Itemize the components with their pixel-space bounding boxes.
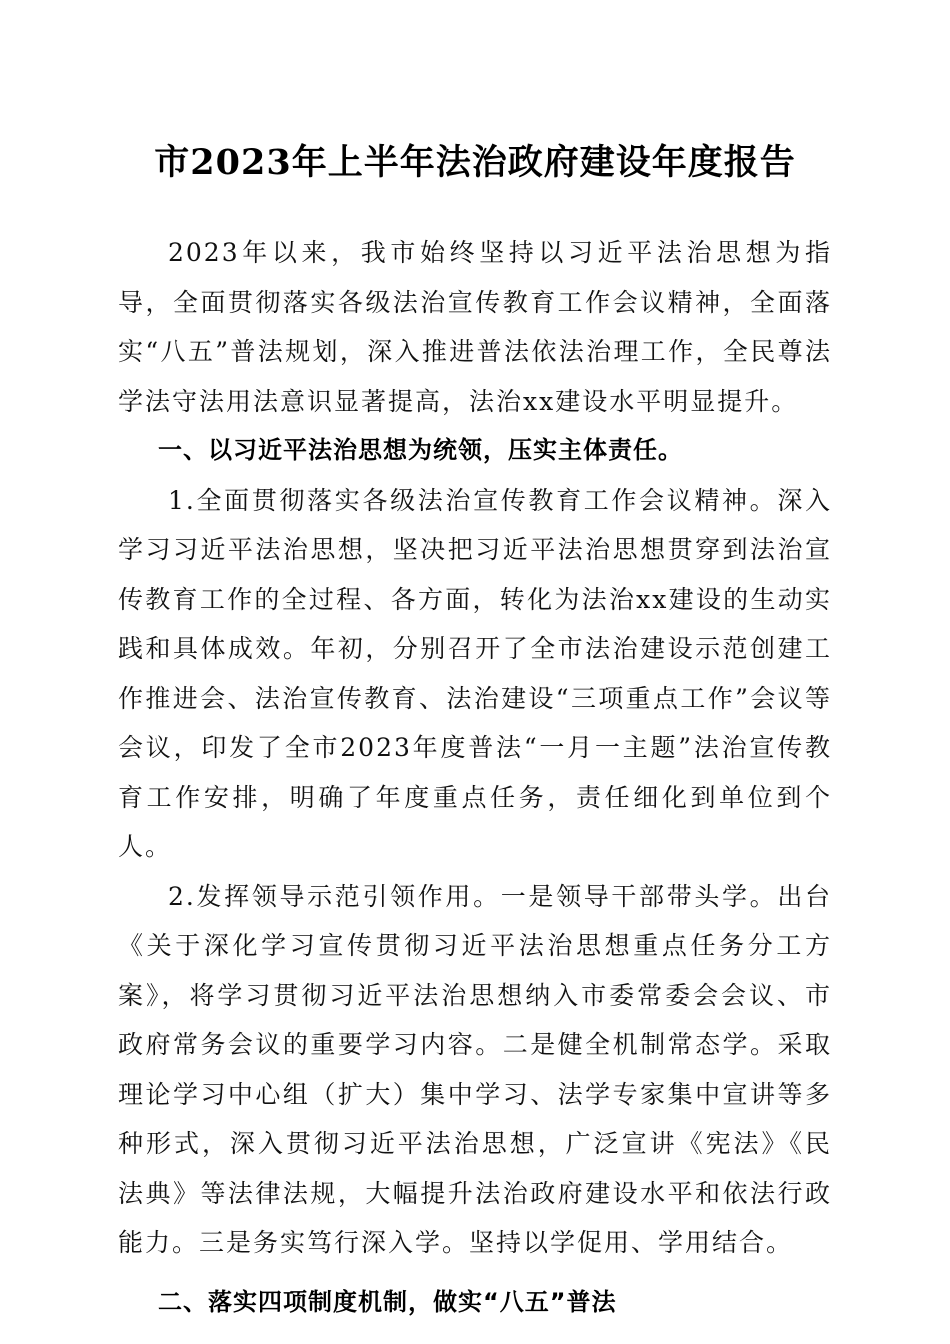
paragraph-item-1: 1.全面贯彻落实各级法治宣传教育工作会议精神。深入学习习近平法治思想，坚决把习近平法治思想贯穿到法治宣传教育工作的全过程、各方面，转化为法治xx建设的生动实践和具体成效。年初，分别召开了全市法治建设示范创建工作推进会、法治宣传教育、法治建设“三项重点工作”会议等会议，印发了全市2023年度普法“一月一主题”法治宣传教育工作安排，明确了年度重点任务，责任细化到单位到个人。 — [118, 485, 832, 861]
intro-paragraph: 2023年以来，我市始终坚持以习近平法治思想为指导，全面贯彻落实各级法治宣传教育工作会议精神，全面落实“八五”普法规划，深入推进普法依法治理工作，全民尊法学法守法用法意识显著提高，法治xx建设水平明显提升。 — [118, 238, 832, 416]
section-heading-1: 一、以习近平法治思想为统领，压实主体责任。 — [158, 436, 683, 464]
document-title: 市2023年上半年法治政府建设年度报告 — [154, 142, 796, 183]
document-body — [118, 228, 832, 1327]
paragraph-item-2: 2.发挥领导示范引领作用。一是领导干部带头学。出台《关于深化学习宣传贯彻习近平法治思想重点任务分工方案》，将学习贯彻习近平法治思想纳入市委常委会会议、市政府常务会议的重要学习内容。二是健全机制常态学。采取理论学习中心组（扩大）集中学习、法学专家集中宣讲等多种形式，深入贯彻习近平法治思想，广泛宣讲《宪法》《民法典》等法律法规，大幅提升法治政府建设水平和依法行政能力。三是务实笃行深入学。坚持以学促用、学用结合。 — [118, 881, 832, 1257]
section-heading-2: 二、落实四项制度机制，做实“八五”普法 — [158, 1287, 617, 1316]
